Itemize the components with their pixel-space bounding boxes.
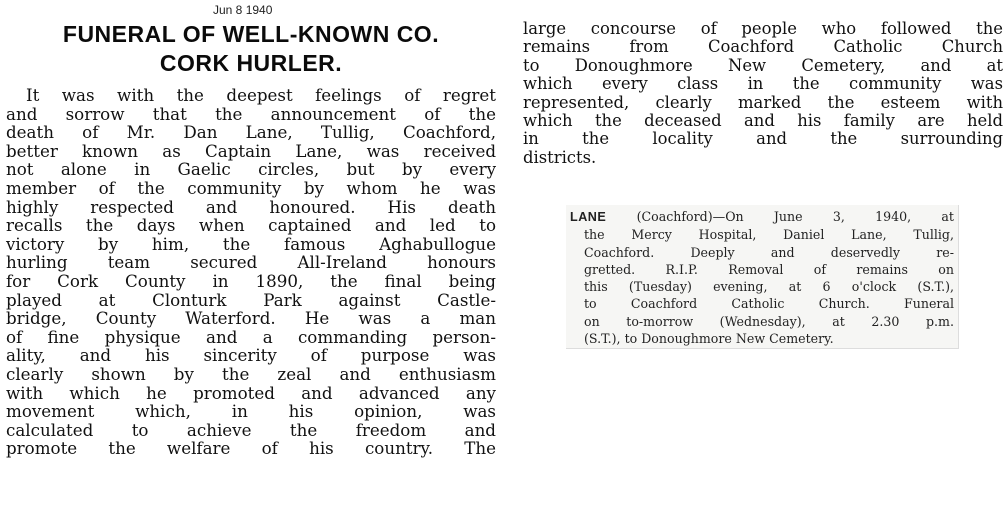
notice-first-line-text: (Coachford)—On June 3, 1940, at — [636, 209, 954, 224]
article-line: with which he promoted and advanced any — [6, 382, 496, 403]
article-line: of fine physique and a commanding person- — [6, 326, 496, 347]
headline-line-1: FUNERAL OF WELL-KNOWN CO. — [62, 21, 440, 47]
notice-first-line — [570, 208, 954, 226]
article-line: promote the welfare of his country. The — [6, 438, 496, 459]
article-line: clearly shown by the zeal and enthusiasm — [6, 363, 496, 384]
notice-line: the Mercy Hospital, Daniel Lane, Tullig, — [584, 227, 954, 243]
article-line: member of the community by whom he was — [6, 177, 496, 198]
notice-line: (S.T.), to Donoughmore New Cemetery. — [584, 331, 834, 347]
clipping-date: Jun 8 1940 — [213, 3, 273, 17]
article-left-column — [6, 86, 496, 458]
notice-line: to Coachford Catholic Church. Funeral — [584, 296, 954, 312]
article-line: highly respected and honoured. His death — [6, 196, 496, 217]
notice-surname: LANE — [570, 210, 607, 224]
article-line: which every class in the community was — [523, 74, 1003, 94]
death-notice — [566, 205, 959, 349]
notice-line: Coachford. Deeply and deservedly re- — [584, 244, 954, 260]
article-line: better known as Captain Lane, was received — [6, 140, 496, 161]
article-line: for Cork County in 1890, the final being — [6, 270, 496, 291]
article-line: in the locality and the surrounding — [523, 129, 1003, 149]
article-line: hurling team secured All-Ireland honours — [6, 252, 496, 273]
article-line: bridge, County Waterford. He was a man — [6, 308, 496, 329]
article-line: large concourse of people who followed the — [523, 19, 1003, 38]
notice-line: on to-morrow (Wednesday), at 2.30 p.m. — [584, 313, 954, 329]
article-line: not alone in Gaelic circles, but by every — [6, 159, 496, 180]
article-line: played at Clonturk Park against Castle- — [6, 289, 496, 310]
article-right-column — [523, 20, 1003, 167]
notice-line: this (Tuesday) evening, at 6 o'clock (S.T.), — [584, 279, 954, 295]
article-line: movement which, in his opinion, was — [6, 401, 496, 422]
article-line: recalls the days when captained and led to — [6, 215, 496, 236]
article-line: victory by him, the famous Aghabullogue — [6, 233, 496, 254]
article-line: calculated to achieve the freedom and — [6, 419, 496, 440]
article-line: represented, clearly marked the esteem with — [523, 92, 1003, 112]
article-line: death of Mr. Dan Lane, Tullig, Coachford, — [6, 122, 496, 143]
headline-line-2: CORK HURLER. — [159, 50, 343, 76]
article-line: to Donoughmore New Cemetery, and at — [523, 55, 1003, 75]
article-line: ality, and his sincerity of purpose was — [6, 345, 496, 366]
article-line: which the deceased and his family are held — [523, 111, 1003, 131]
notice-line: gretted. R.I.P. Removal of remains on — [584, 261, 954, 277]
article-line: and sorrow that the announcement of the — [6, 103, 496, 124]
headline — [6, 20, 496, 78]
article-line: districts. — [523, 147, 597, 167]
article-line: It was with the deepest feelings of regret — [26, 85, 496, 105]
article-line: remains from Coachford Catholic Church — [523, 37, 1003, 57]
